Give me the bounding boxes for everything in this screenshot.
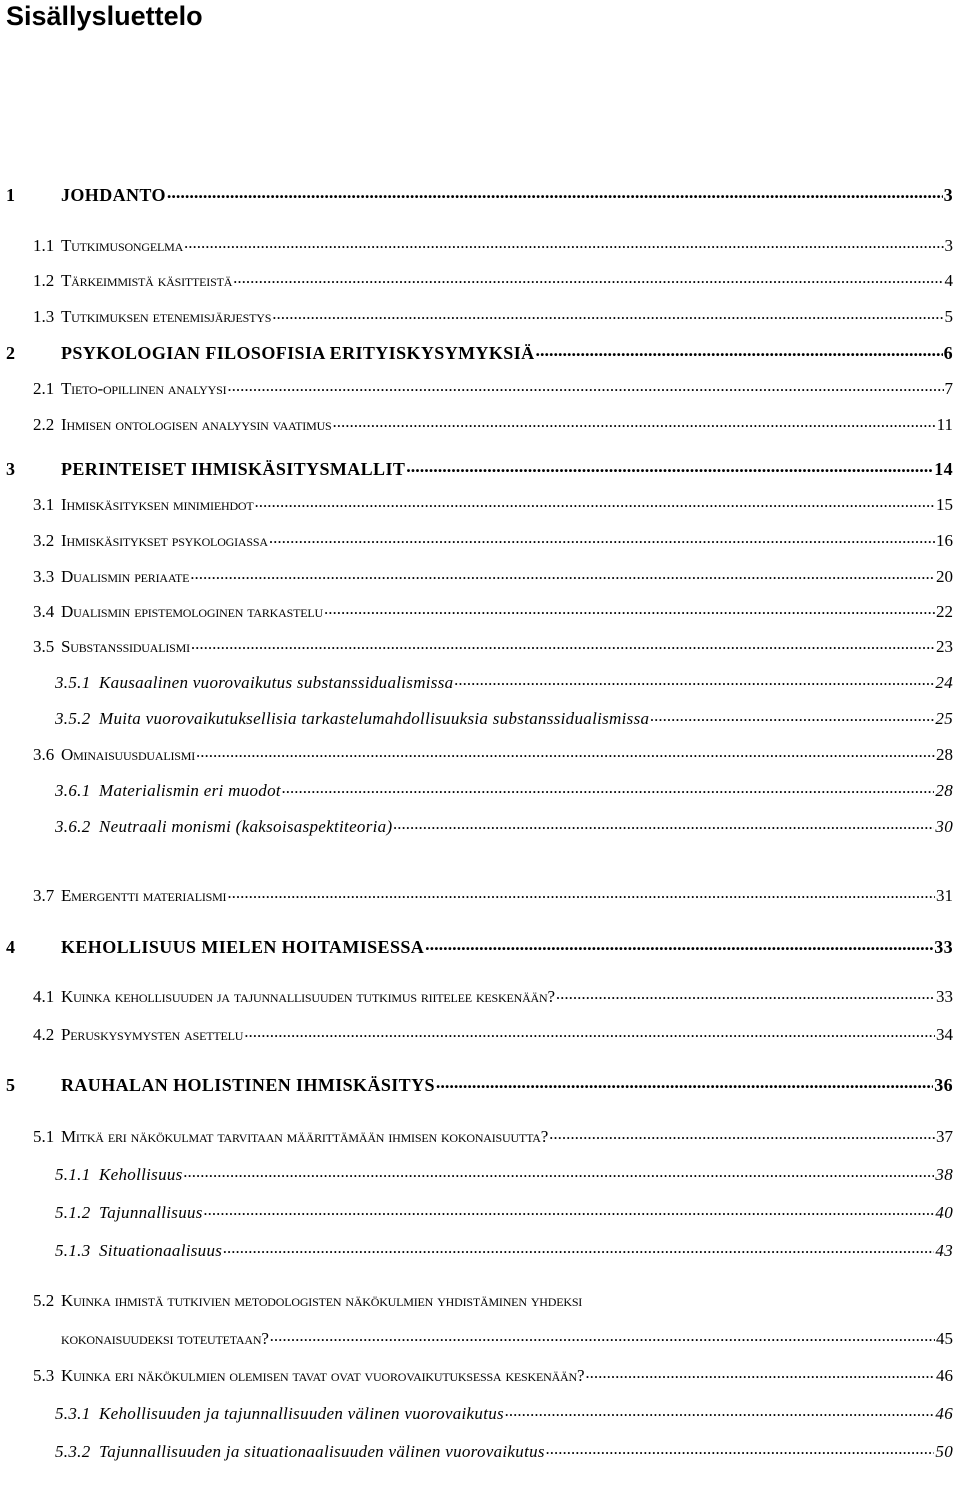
- toc-leader-dots: [585, 1364, 935, 1381]
- toc-entry-page: 25: [935, 709, 953, 728]
- toc-entry-title: Kehollisuus: [99, 1165, 183, 1184]
- toc-entry-number: 2.1: [33, 379, 55, 398]
- toc-leader-dots: [167, 183, 943, 201]
- toc-entry-title: Tajunnallisuus: [99, 1203, 203, 1222]
- toc-entry-number: 1.3: [33, 307, 55, 326]
- toc-entry-title: Materialismin eri muodot: [99, 781, 281, 800]
- toc-leader-dots: [436, 1073, 933, 1091]
- toc-entry-title: Kuinka eri näkökulmien olemisen tavat ovat vuorovaikutuksessa keskenään?: [61, 1366, 585, 1385]
- toc-entry[interactable]: [55, 779, 953, 801]
- toc-entry[interactable]: [33, 269, 953, 291]
- toc-entry-number: 4.1: [33, 987, 55, 1006]
- toc-entry-title: Neutraali monismi (kaksoisaspektiteoria): [99, 817, 393, 836]
- toc-entry-page: 46: [936, 1366, 953, 1385]
- toc-entry-number: 3.4: [33, 602, 55, 621]
- toc-entry-title: kokonaisuudeksi toteutetaan?: [61, 1329, 269, 1348]
- toc-entry-number: 3.3: [33, 567, 55, 586]
- toc-entry-title: Kausaalinen vuorovaikutus substanssidualismissa: [99, 673, 454, 692]
- toc-entry-title: Muita vuorovaikutuksellisia tarkastelumahdollisuuksia substanssidualismissa: [99, 709, 650, 728]
- toc-entry[interactable]: [55, 671, 953, 693]
- toc-entry-number: 3.1: [33, 495, 55, 514]
- toc-entry[interactable]: [33, 493, 953, 515]
- toc-entry-page: 38: [935, 1165, 953, 1184]
- toc-entry[interactable]: [33, 985, 953, 1007]
- toc-entry-number: 5: [6, 1075, 16, 1095]
- toc-entry-page: 30: [935, 817, 953, 836]
- toc-entry[interactable]: [33, 743, 953, 765]
- toc-entry[interactable]: [33, 1327, 953, 1349]
- toc-leader-dots: [255, 493, 935, 510]
- toc-entry-page: 31: [936, 886, 953, 905]
- toc-entry-title: Mitkä eri näkökulmat tarvitaan määrittämään ihmisen kokonaisuutta?: [61, 1127, 549, 1146]
- toc-entry[interactable]: [33, 413, 953, 435]
- toc-entry-title: KEHOLLISUUS MIELEN HOITAMISESSA: [61, 937, 425, 957]
- toc-entry-page: 40: [935, 1203, 953, 1222]
- toc-entry[interactable]: [33, 1364, 953, 1386]
- toc-entry-title: Tieto-opillinen analyysi: [61, 379, 227, 398]
- toc-leader-dots: [505, 1402, 934, 1419]
- toc-entry-page: 28: [935, 781, 953, 800]
- toc-entry[interactable]: [55, 1440, 953, 1462]
- toc-leader-dots: [223, 1239, 934, 1256]
- toc-entry-page: 34: [936, 1025, 953, 1044]
- toc-leader-dots: [333, 413, 936, 430]
- toc-entry[interactable]: [33, 600, 953, 622]
- toc-entry-title: Kehollisuuden ja tajunnallisuuden välinen vuorovaikutus: [99, 1404, 504, 1423]
- toc-leader-dots: [556, 985, 935, 1002]
- toc-entry-page: 20: [936, 567, 953, 586]
- toc-leader-dots: [227, 377, 943, 394]
- toc-entry-number: 2.2: [33, 415, 55, 434]
- toc-entry-number: 3.5.1: [55, 673, 91, 692]
- toc-entry-title: Emergentti materialismi: [61, 886, 227, 905]
- toc-entry-page: 11: [936, 415, 953, 434]
- toc-entry-page: 16: [936, 531, 953, 550]
- toc-entry-number: 4.2: [33, 1025, 55, 1044]
- toc-entry-number: 3.6.2: [55, 817, 91, 836]
- toc-leader-dots: [425, 935, 933, 953]
- toc-entry-title: PERINTEISET IHMISKÄSITYSMALLIT: [61, 459, 406, 479]
- toc-entry[interactable]: [55, 707, 953, 729]
- toc-leader-dots: [191, 635, 935, 652]
- toc-leader-dots: [184, 234, 943, 251]
- toc-entry-page: 23: [936, 637, 953, 656]
- toc-entry-page: 3: [944, 236, 953, 255]
- toc-entry-title: Ihmisen ontologisen analyysin vaatimus: [61, 415, 332, 434]
- toc-entry-title: Situationaalisuus: [99, 1241, 223, 1260]
- toc-entry-title: Dualismin epistemologinen tarkastelu: [61, 602, 323, 621]
- toc-leader-dots: [454, 671, 934, 688]
- toc-leader-dots: [549, 1125, 935, 1142]
- toc-entry[interactable]: [4, 457, 953, 480]
- toc-leader-dots: [244, 1023, 935, 1040]
- toc-leader-dots: [650, 707, 934, 724]
- toc-entry[interactable]: [33, 305, 953, 327]
- toc-entry-number: 3: [6, 459, 16, 479]
- toc-leader-dots: [269, 529, 935, 546]
- toc-entry-title: PSYKOLOGIAN FILOSOFISIA ERITYISKYSYMYKSIÄ: [61, 343, 535, 363]
- toc-entry-number: 1: [6, 185, 16, 205]
- toc-entry-number: 3.5: [33, 637, 55, 656]
- toc-entry[interactable]: [33, 884, 953, 906]
- toc-entry-page: 43: [935, 1241, 953, 1260]
- toc-entry-number: 5.3.2: [55, 1442, 91, 1461]
- toc-entry[interactable]: [55, 1239, 953, 1261]
- toc-leader-dots: [196, 743, 935, 760]
- toc-entry-number: 5.1.2: [55, 1203, 91, 1222]
- toc-entry-page: 33: [934, 937, 953, 957]
- toc-entry-title: Ominaisuusdualismi: [61, 745, 196, 764]
- toc-entry-page: 33: [936, 987, 953, 1006]
- toc-entry-page: 46: [935, 1404, 953, 1423]
- toc-entry[interactable]: [4, 935, 953, 958]
- toc-leader-dots: [233, 269, 943, 286]
- toc-entry-title: Tärkeimmistä käsitteistä: [61, 271, 233, 290]
- toc-entry-number: 1.1: [33, 236, 55, 255]
- toc-entry-title: Kuinka kehollisuuden ja tajunnallisuuden tutkimus riitelee keskenään?: [61, 987, 555, 1006]
- toc-entry[interactable]: [33, 1291, 953, 1311]
- toc-entry-number: 3.6.1: [55, 781, 91, 800]
- toc-entry[interactable]: [4, 183, 953, 206]
- toc-entry-number: 3.5.2: [55, 709, 91, 728]
- toc-leader-dots: [204, 1201, 935, 1218]
- toc-entry-page: 22: [936, 602, 953, 621]
- toc-entry-number: 3.6: [33, 745, 55, 764]
- toc-entry-number: 5.3.1: [55, 1404, 91, 1423]
- toc-entry-number: 5.1.3: [55, 1241, 91, 1260]
- toc-entry-title: Substanssidualismi: [61, 637, 190, 656]
- toc-entry-page: 50: [935, 1442, 953, 1461]
- toc-entry[interactable]: [33, 234, 953, 256]
- toc-entry-page: 4: [944, 271, 953, 290]
- toc-entry-title: Tajunnallisuuden ja situationaalisuuden välinen vuorovaikutus: [99, 1442, 545, 1461]
- toc-leader-dots: [184, 1163, 935, 1180]
- toc-entry-title: Ihmiskäsityksen minimiehdot: [61, 495, 254, 514]
- toc-entry[interactable]: [55, 1163, 953, 1185]
- toc-entry-page: 24: [935, 673, 953, 692]
- toc-entry-page: 14: [934, 459, 953, 479]
- toc-entry[interactable]: [33, 1125, 953, 1147]
- toc-leader-dots: [546, 1440, 935, 1457]
- toc-entry[interactable]: [33, 635, 953, 657]
- toc-entry-number: 5.1.1: [55, 1165, 91, 1184]
- toc-entry[interactable]: [55, 815, 953, 837]
- toc-entry[interactable]: [55, 1201, 953, 1223]
- toc-entry-title: Dualismin periaate: [61, 567, 190, 586]
- toc-entry-page: 6: [943, 343, 953, 363]
- toc-entry[interactable]: [33, 565, 953, 587]
- toc-entry[interactable]: [33, 1023, 953, 1045]
- toc-entry[interactable]: [33, 377, 953, 399]
- toc-leader-dots: [282, 779, 934, 796]
- toc-entry-page: 7: [944, 379, 953, 398]
- toc-entry-page: 15: [936, 495, 953, 514]
- toc-entry-title: JOHDANTO: [61, 185, 166, 205]
- toc-entry-number: 5.3: [33, 1366, 55, 1385]
- page-title: Sisällysluettelo: [6, 1, 203, 31]
- toc-entry-page: 5: [944, 307, 953, 326]
- toc-entry-title: Tutkimuksen etenemisjärjestys: [61, 307, 272, 326]
- toc-entry-title: Peruskysymysten asettelu: [61, 1025, 244, 1044]
- toc-entry-number: 5.2: [33, 1291, 55, 1310]
- toc-entry-title: Ihmiskäsitykset psykologiassa: [61, 531, 268, 550]
- toc-leader-dots: [227, 884, 935, 901]
- toc-entry-number: 4: [6, 937, 16, 957]
- toc-entry-page: 28: [936, 745, 953, 764]
- toc-entry-title: Tutkimusongelma: [61, 236, 184, 255]
- toc-entry[interactable]: [4, 1073, 953, 1096]
- toc-leader-dots: [272, 305, 943, 322]
- toc-entry[interactable]: [4, 341, 953, 364]
- toc-entry-title: RAUHALAN HOLISTINEN IHMISKÄSITYS: [61, 1075, 435, 1095]
- toc-entry-title: Kuinka ihmistä tutkivien metodologisten näkökulmien yhdistäminen yhdeksi: [61, 1291, 583, 1310]
- toc-entry-page: 3: [943, 185, 953, 205]
- toc-entry-number: 2: [6, 343, 16, 363]
- toc-entry-number: 1.2: [33, 271, 55, 290]
- toc-entry-number: 3.2: [33, 531, 55, 550]
- toc-leader-dots: [324, 600, 935, 617]
- toc-leader-dots: [270, 1327, 935, 1344]
- toc-entry-number: 3.7: [33, 886, 55, 905]
- toc-entry-number: 5.1: [33, 1127, 55, 1146]
- toc-entry-page: 36: [934, 1075, 953, 1095]
- toc-entry-page: 37: [936, 1127, 953, 1146]
- toc-leader-dots: [190, 565, 935, 582]
- toc-leader-dots: [393, 815, 934, 832]
- toc-leader-dots: [406, 457, 933, 475]
- toc-entry[interactable]: [55, 1402, 953, 1424]
- toc-leader-dots: [536, 341, 943, 359]
- toc-entry[interactable]: [33, 529, 953, 551]
- toc-entry-page: 45: [936, 1329, 953, 1348]
